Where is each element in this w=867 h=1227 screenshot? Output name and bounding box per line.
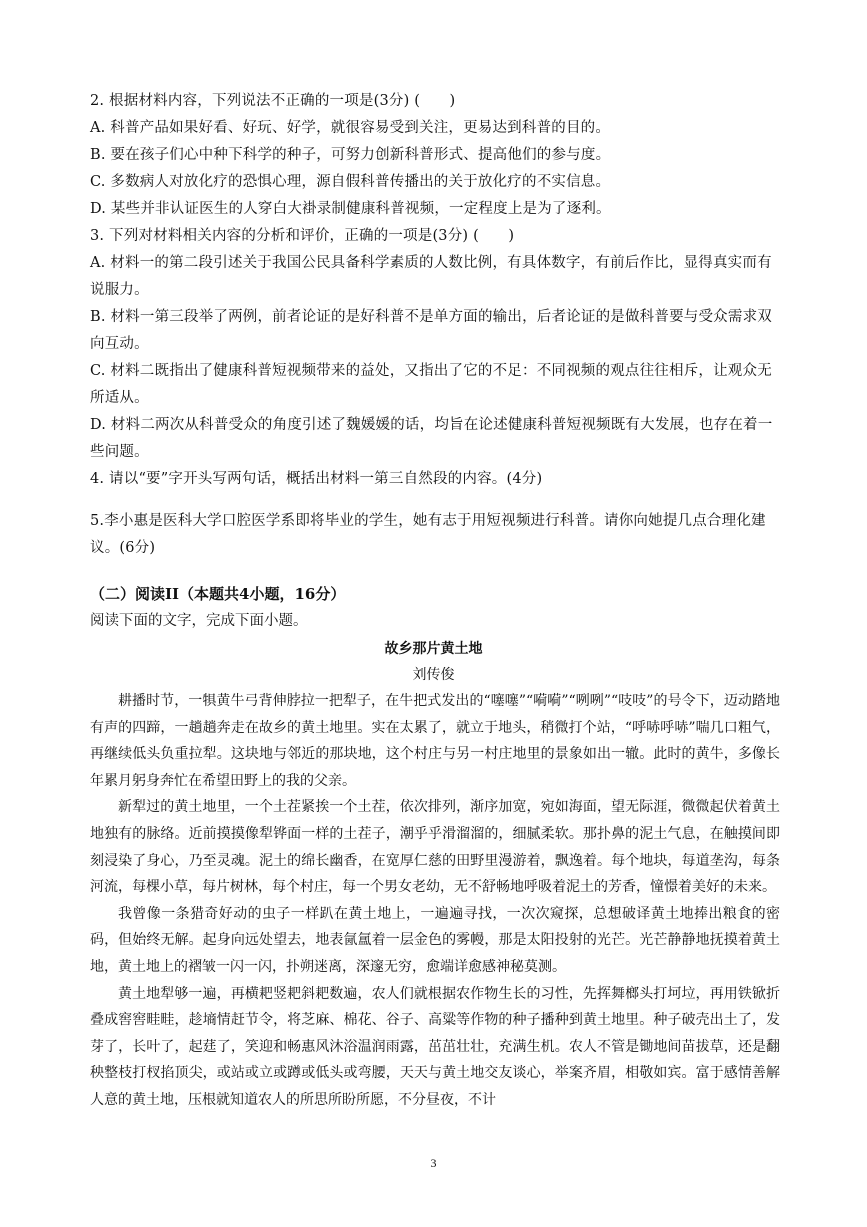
article-paragraph: 黄土地犁够一遍，再横耙竖耙斜耙数遍，农人们就根据农作物生长的习性，先挥舞榔头打坷垃，再用铁锨折叠成窖窖畦畦，趁墒情赶节令，将芝麻、棉花、谷子、高粱等作物的种子播种到黄土地里。种子破壳出土了，发芽了，长叶了，起莛了，笑迎和畅惠风沐浴温润雨露，茁茁壮壮，充满生机。农人不管是锄地间苗拔草，还是翻秧整枝打杈掐顶尖，或站或立或蹲或低头或弯腰，天天与黄土地交友谈心，举案齐眉，相敬如宾。富于感情善解人意的黄土地，压根就知道农人的所思所盼所愿，不分昼夜，不计 [90,985,780,1108]
question-2-option-a: A. 科普产品如果好看、好玩、好学，就很容易受到关注，更易达到科普的目的。 [90,120,611,136]
question-3-option-a: A. 材料一的第二段引述关于我国公民具备科学素质的人数比例，有具体数字，有前后作比，显得真实而有说服力。 [90,255,772,298]
question-5 [90,508,780,562]
page-number: 3 [430,1156,437,1170]
article-body [90,688,780,1114]
question-5-text: 5.李小惠是医科大学口腔医学系即将毕业的学生，她有志于用短视频进行科普。请你向她提几点合理化建议。(6分) [90,513,766,556]
question-3-stem: 3. 下列对材料相关内容的分析和评价，正确的一项是(3分) ( ) [90,228,515,244]
question-3-option-d: D. 材料二两次从科普受众的角度引述了魏媛媛的话，均旨在论述健康科普短视频既有大发展，也存在着一些问题。 [90,417,773,460]
question-3 [90,223,780,493]
question-2-stem: 2. 根据材料内容，下列说法不正确的一项是(3分) ( ) [90,93,456,109]
article-title: 故乡那片黄土地 [384,641,483,657]
question-3-option-c: C. 材料二既指出了健康科普短视频带来的益处，又指出了它的不足：不同视频的观点往往相斥，让观众无所适从。 [90,363,772,406]
article-paragraph: 我曾像一条猎奇好动的虫子一样趴在黄土地上，一遍遍寻找，一次次窥探，总想破译黄土地捧出粮食的密码，但始终无解。起身向远处望去，地表氤氲着一层金色的雾幔，那是太阳投射的光芒。光芒静静地抚摸着黄土地，黄土地上的褶皱一闪一闪，扑朔迷离，深邃无穷，愈端详愈感神秘莫测。 [90,905,780,975]
question-3-option-b: B. 材料一第三段举了两例，前者论证的是好科普不是单方面的输出，后者论证的是做科普要与受众需求双向互动。 [90,309,772,352]
article-paragraph: 耕播时节，一犋黄牛弓背伸脖拉一把犁子，在牛把式发出的“噻噻”“嗬嗬”“咧咧”“吱吱”的号令下，迈动踏地有声的四蹄，一趟趟奔走在故乡的黄土地里。实在太累了，就立于地头，稍微打个站，“呼哧呼哧”喘几口粗气，再继续低头负重拉犁。这块地与邻近的那块地，这个村庄与另一村庄地里的景象如出一辙。此时的黄牛，多像长年累月躬身奔忙在希望田野上的我的父亲。 [90,693,780,789]
section-heading: （二）阅读II（本题共4小题，16分） [90,585,346,603]
article-paragraph: 新犁过的黄土地里，一个土茬紧挨一个土茬，依次排列，渐序加宽，宛如海面，望无际涯，微微起伏着黄土地独有的脉络。近前摸摸像犁铧面一样的土茬子，潮乎乎滑溜溜的，细腻柔软。那扑鼻的泥土气息，在触摸间即刻浸染了身心，乃至灵魂。泥土的绵长幽香，在宽厚仁慈的田野里漫游着，飘逸着。每个地块，每道垄沟，每条河流，每棵小草，每片树林，每个村庄，每一个男女老幼，无不舒畅地呼吸着泥土的芳香，憧憬着美好的未来。 [90,799,780,896]
question-4: 4. 请以“要”字开头写两句话，概括出材料一第三自然段的内容。(4分) [90,471,543,487]
section-instruction: 阅读下面的文字，完成下面小题。 [90,613,308,629]
question-2-option-b: B. 要在孩子们心中种下科学的种子，可努力创新科普形式、提高他们的参与度。 [90,147,611,163]
question-2-option-d: D. 某些并非认证医生的人穿白大褂录制健康科普视频，一定程度上是为了逐利。 [90,201,611,217]
question-2-option-c: C. 多数病人对放化疗的恐惧心理，源自假科普传播出的关于放化疗的不实信息。 [90,174,611,190]
article-author: 刘传俊 [412,667,455,683]
question-2 [90,88,780,223]
